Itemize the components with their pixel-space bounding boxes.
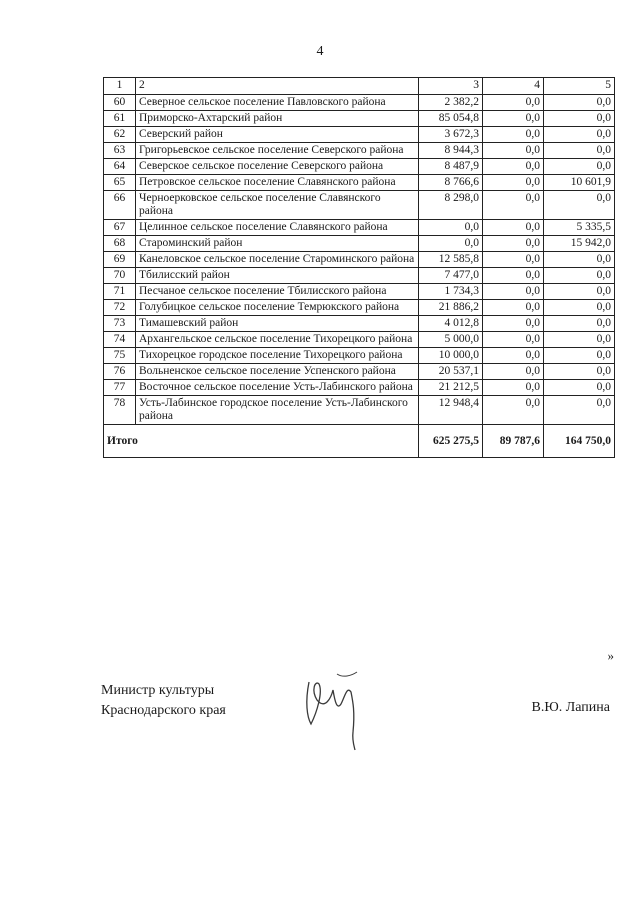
row-number: 76: [104, 364, 136, 380]
table-row: [104, 316, 615, 332]
col-3-value: 0,0: [419, 220, 483, 236]
col-3-value: 1 734,3: [419, 284, 483, 300]
col-4-value: 0,0: [483, 111, 544, 127]
col-4-value: 0,0: [483, 175, 544, 191]
municipality-name: Приморско-Ахтарский район: [136, 111, 419, 127]
col-3-value: 5 000,0: [419, 332, 483, 348]
col-4-value: 0,0: [483, 300, 544, 316]
col-4-value: 0,0: [483, 95, 544, 111]
col-3-value: 4 012,8: [419, 316, 483, 332]
table-row: [104, 236, 615, 252]
col-5-value: 0,0: [544, 364, 615, 380]
table-row: [104, 348, 615, 364]
total-label: Итого: [104, 425, 419, 458]
row-number: 77: [104, 380, 136, 396]
col-3-value: 3 672,3: [419, 127, 483, 143]
closing-quote: »: [607, 648, 614, 663]
row-number: 66: [104, 191, 136, 220]
table-row: [104, 380, 615, 396]
col-3-value: 8 944,3: [419, 143, 483, 159]
header-col-1: 1: [104, 78, 136, 95]
total-row: [104, 425, 615, 458]
signature-title-line-2: Краснодарского края: [101, 703, 226, 718]
municipality-name: Петровское сельское поселение Славянского района: [136, 175, 419, 191]
col-4-value: 0,0: [483, 252, 544, 268]
municipality-name: Усть-Лабинское городское поселение Усть-Лабинского района: [136, 396, 419, 425]
row-number: 69: [104, 252, 136, 268]
row-number: 73: [104, 316, 136, 332]
col-3-value: 85 054,8: [419, 111, 483, 127]
total-col-3: 625 275,5: [419, 425, 483, 458]
municipality-name: Тимашевский район: [136, 316, 419, 332]
table-row: [104, 175, 615, 191]
col-4-value: 0,0: [483, 191, 544, 220]
row-number: 67: [104, 220, 136, 236]
row-number: 72: [104, 300, 136, 316]
table-row: [104, 159, 615, 175]
col-5-value: 0,0: [544, 316, 615, 332]
col-5-value: 0,0: [544, 268, 615, 284]
col-4-value: 0,0: [483, 316, 544, 332]
col-4-value: 0,0: [483, 159, 544, 175]
table-row: [104, 191, 615, 220]
col-4-value: 0,0: [483, 348, 544, 364]
col-5-value: 0,0: [544, 252, 615, 268]
col-3-value: 21 886,2: [419, 300, 483, 316]
col-3-value: 0,0: [419, 236, 483, 252]
municipality-name: Северское сельское поселение Северского района: [136, 159, 419, 175]
table-body: [104, 95, 615, 425]
col-5-value: 0,0: [544, 127, 615, 143]
col-4-value: 0,0: [483, 127, 544, 143]
row-number: 61: [104, 111, 136, 127]
header-col-5: 5: [544, 78, 615, 95]
col-4-value: 0,0: [483, 380, 544, 396]
municipality-name: Песчаное сельское поселение Тбилисского района: [136, 284, 419, 300]
total-col-4: 89 787,6: [483, 425, 544, 458]
row-number: 62: [104, 127, 136, 143]
signature-title-line-1: Министр культуры: [101, 683, 215, 698]
col-4-value: 0,0: [483, 284, 544, 300]
header-col-3: 3: [419, 78, 483, 95]
table-row: [104, 143, 615, 159]
table-row: [104, 300, 615, 316]
municipality-name: Северский район: [136, 127, 419, 143]
col-5-value: 0,0: [544, 380, 615, 396]
col-4-value: 0,0: [483, 236, 544, 252]
municipality-name: Северное сельское поселение Павловского района: [136, 95, 419, 111]
table-row: [104, 127, 615, 143]
col-4-value: 0,0: [483, 220, 544, 236]
municipality-name: Архангельское сельское поселение Тихорецкого района: [136, 332, 419, 348]
row-number: 60: [104, 95, 136, 111]
col-5-value: 0,0: [544, 159, 615, 175]
col-3-value: 2 382,2: [419, 95, 483, 111]
municipality-name: Тихорецкое городское поселение Тихорецкого района: [136, 348, 419, 364]
header-col-2: 2: [136, 78, 419, 95]
col-3-value: 12 948,4: [419, 396, 483, 425]
col-5-value: 0,0: [544, 284, 615, 300]
col-3-value: 8 487,9: [419, 159, 483, 175]
col-3-value: 8 298,0: [419, 191, 483, 220]
municipality-name: Восточное сельское поселение Усть-Лабинского района: [136, 380, 419, 396]
signature-title: [101, 681, 226, 721]
col-5-value: 0,0: [544, 111, 615, 127]
signer-name: В.Ю. Лапина: [531, 700, 610, 715]
table-row: [104, 284, 615, 300]
row-number: 65: [104, 175, 136, 191]
col-4-value: 0,0: [483, 268, 544, 284]
municipality-name: Голубицкое сельское поселение Темрюкского района: [136, 300, 419, 316]
table-header-row: [104, 78, 615, 95]
municipality-name: Вольненское сельское поселение Успенского района: [136, 364, 419, 380]
row-number: 68: [104, 236, 136, 252]
row-number: 70: [104, 268, 136, 284]
table-row: [104, 364, 615, 380]
table-row: [104, 332, 615, 348]
col-5-value: 15 942,0: [544, 236, 615, 252]
col-4-value: 0,0: [483, 396, 544, 425]
col-5-value: 10 601,9: [544, 175, 615, 191]
table-row: [104, 396, 615, 425]
municipality-name: Староминский район: [136, 236, 419, 252]
col-5-value: 0,0: [544, 348, 615, 364]
col-4-value: 0,0: [483, 332, 544, 348]
table-row: [104, 268, 615, 284]
page-number: 4: [316, 44, 324, 59]
municipality-name: Целинное сельское поселение Славянского района: [136, 220, 419, 236]
row-number: 74: [104, 332, 136, 348]
row-number: 75: [104, 348, 136, 364]
funding-table-wrapper: [103, 77, 615, 458]
table-row: [104, 220, 615, 236]
col-5-value: 0,0: [544, 191, 615, 220]
col-4-value: 0,0: [483, 364, 544, 380]
col-5-value: 0,0: [544, 95, 615, 111]
col-5-value: 5 335,5: [544, 220, 615, 236]
row-number: 71: [104, 284, 136, 300]
col-3-value: 21 212,5: [419, 380, 483, 396]
funding-table: [103, 77, 615, 458]
municipality-name: Черноерковское сельское поселение Славянского района: [136, 191, 419, 220]
total-col-5: 164 750,0: [544, 425, 615, 458]
handwritten-signature: [297, 662, 377, 752]
col-3-value: 8 766,6: [419, 175, 483, 191]
col-3-value: 12 585,8: [419, 252, 483, 268]
col-3-value: 7 477,0: [419, 268, 483, 284]
table-row: [104, 252, 615, 268]
municipality-name: Григорьевское сельское поселение Северского района: [136, 143, 419, 159]
col-3-value: 20 537,1: [419, 364, 483, 380]
col-5-value: 0,0: [544, 396, 615, 425]
col-5-value: 0,0: [544, 143, 615, 159]
col-5-value: 0,0: [544, 332, 615, 348]
col-5-value: 0,0: [544, 300, 615, 316]
table-row: [104, 95, 615, 111]
col-4-value: 0,0: [483, 143, 544, 159]
table-row: [104, 111, 615, 127]
municipality-name: Тбилисский район: [136, 268, 419, 284]
row-number: 63: [104, 143, 136, 159]
row-number: 64: [104, 159, 136, 175]
municipality-name: Канеловское сельское поселение Староминского района: [136, 252, 419, 268]
header-col-4: 4: [483, 78, 544, 95]
col-3-value: 10 000,0: [419, 348, 483, 364]
row-number: 78: [104, 396, 136, 425]
